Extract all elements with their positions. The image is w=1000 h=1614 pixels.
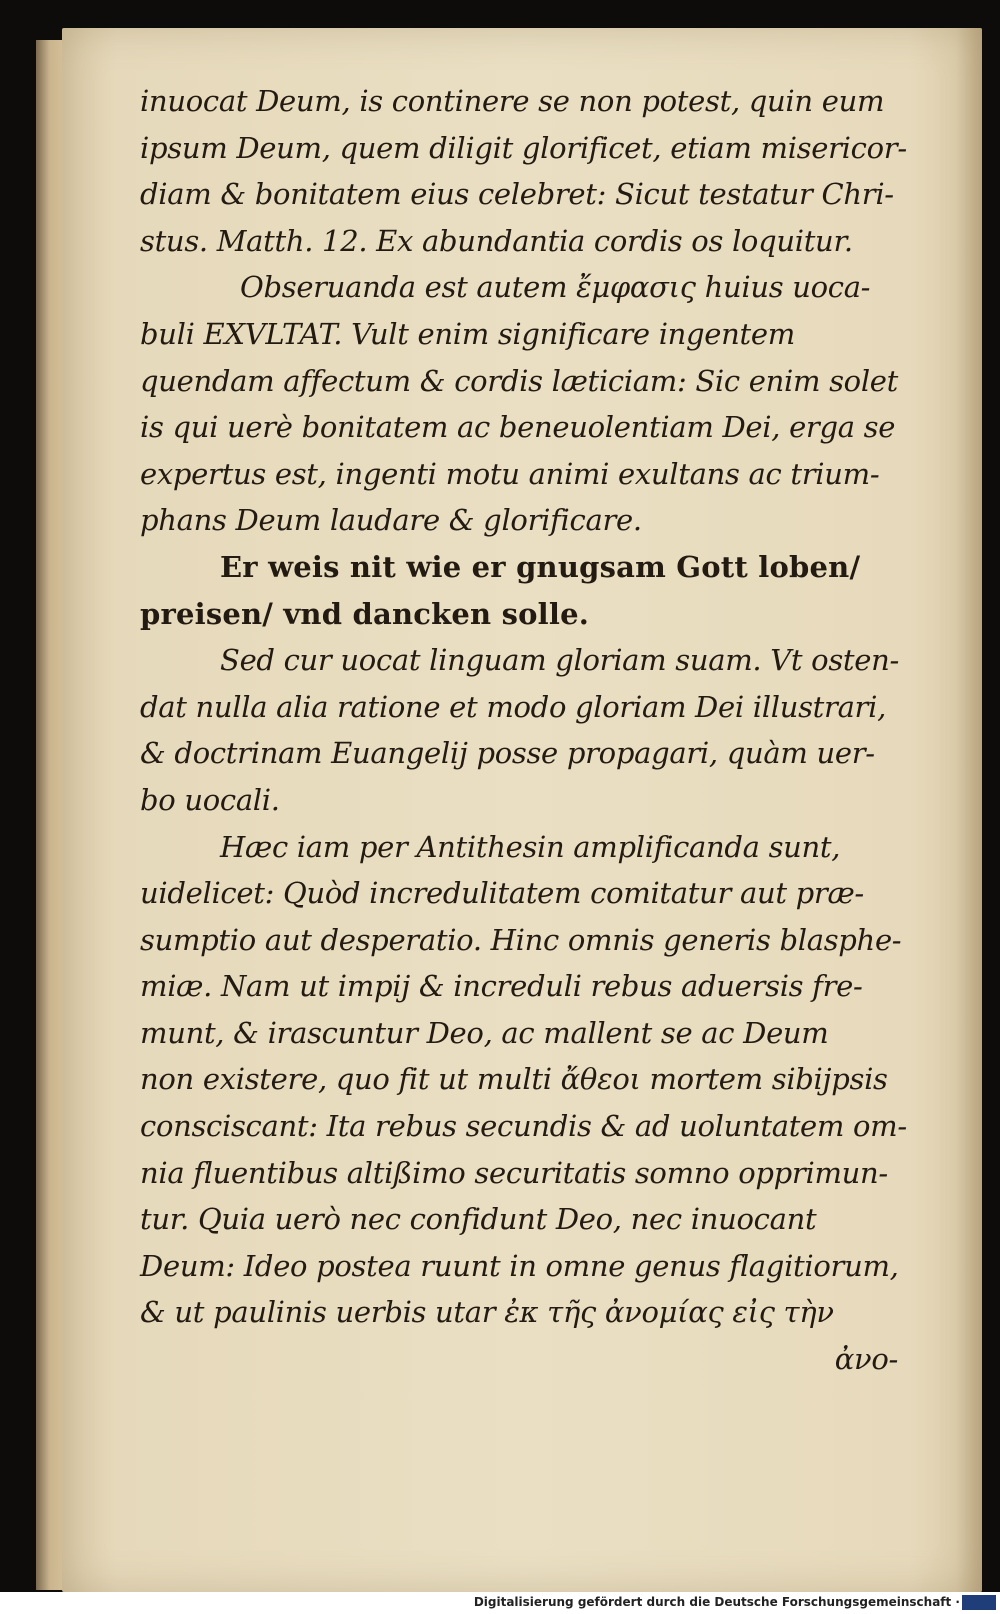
text-line: uidelicet: Quòd incredulitatem comitatur aut præ- [140,876,864,911]
text-line: ipsum Deum, quem diligit glorificet, etiam misericor- [140,130,907,165]
text-line: sumptio aut desperatio. Hinc omnis generis blasphe- [140,922,902,957]
text-line: diam & bonitatem eius celebret: Sicut testatur Chri- [140,177,894,212]
text-line: bo uocali. [140,782,280,817]
text-line: & ut paulinis uerbis utar ἐκ τῆς ἀνομίας εἰς τὴν [140,1295,834,1330]
text-line: expertus est, ingenti motu animi exultans ac trium- [140,456,880,491]
german-text-line: Er weis nit wie er gnugsam Gott loben/ [220,549,861,584]
text-line: non existere, quo fit ut multi ἄθεοι mortem sibijpsis [140,1062,888,1097]
text-line: phans Deum laudare & glorificare. [140,503,642,538]
digitization-credit-text: Digitalisierung gefördert durch die Deutsche Forschungsgemeinschaft · [473,1595,960,1609]
text-line: & doctrinam Euangelij posse propagari, quàm uer- [140,736,875,771]
text-line: munt, & irascuntur Deo, ac mallent se ac Deum [140,1015,829,1050]
page-text-block [140,78,920,1383]
text-line: is qui uerè bonitatem ac beneuolentiam Dei, erga se [140,410,896,445]
text-line: nia fluentibus altißimo securitatis somno opprimun- [140,1155,888,1190]
text-line: tur. Quia uerò nec confidunt Deo, nec inuocant [140,1202,817,1237]
text-line: quendam affectum & cordis læticiam: Sic enim solet [140,363,899,398]
text-line: buli EXVLTAT. Vult enim significare ingentem [140,316,795,351]
text-line: Sed cur uocat linguam gloriam suam. Vt osten- [220,643,900,678]
german-text-line: preisen/ vnd dancken solle. [140,596,590,631]
catchword: ἀνο- [834,1342,898,1377]
text-line: stus. Matth. 12. Ex abundantia cordis os loquitur. [140,223,853,258]
text-line: Deum: Ideo postea ruunt in omne genus flagitiorum, [140,1248,899,1283]
text-line: dat nulla alia ratione et modo gloriam Dei illustrari, [140,689,887,724]
text-line: consciscant: Ita rebus secundis & ad uoluntatem om- [140,1109,907,1144]
text-line: inuocat Deum, is continere se non potest, quin eum [140,84,885,118]
dfg-logo [962,1595,996,1610]
text-line: Hæc iam per Antithesin amplificanda sunt, [220,829,841,864]
text-line: Obseruanda est autem ἔμφασις huius uoca- [240,270,871,305]
page-edge-shadow [956,28,982,1592]
text-line: miæ. Nam ut impij & increduli rebus aduersis fre- [140,969,863,1004]
digitization-credit-bar [0,1592,1000,1614]
